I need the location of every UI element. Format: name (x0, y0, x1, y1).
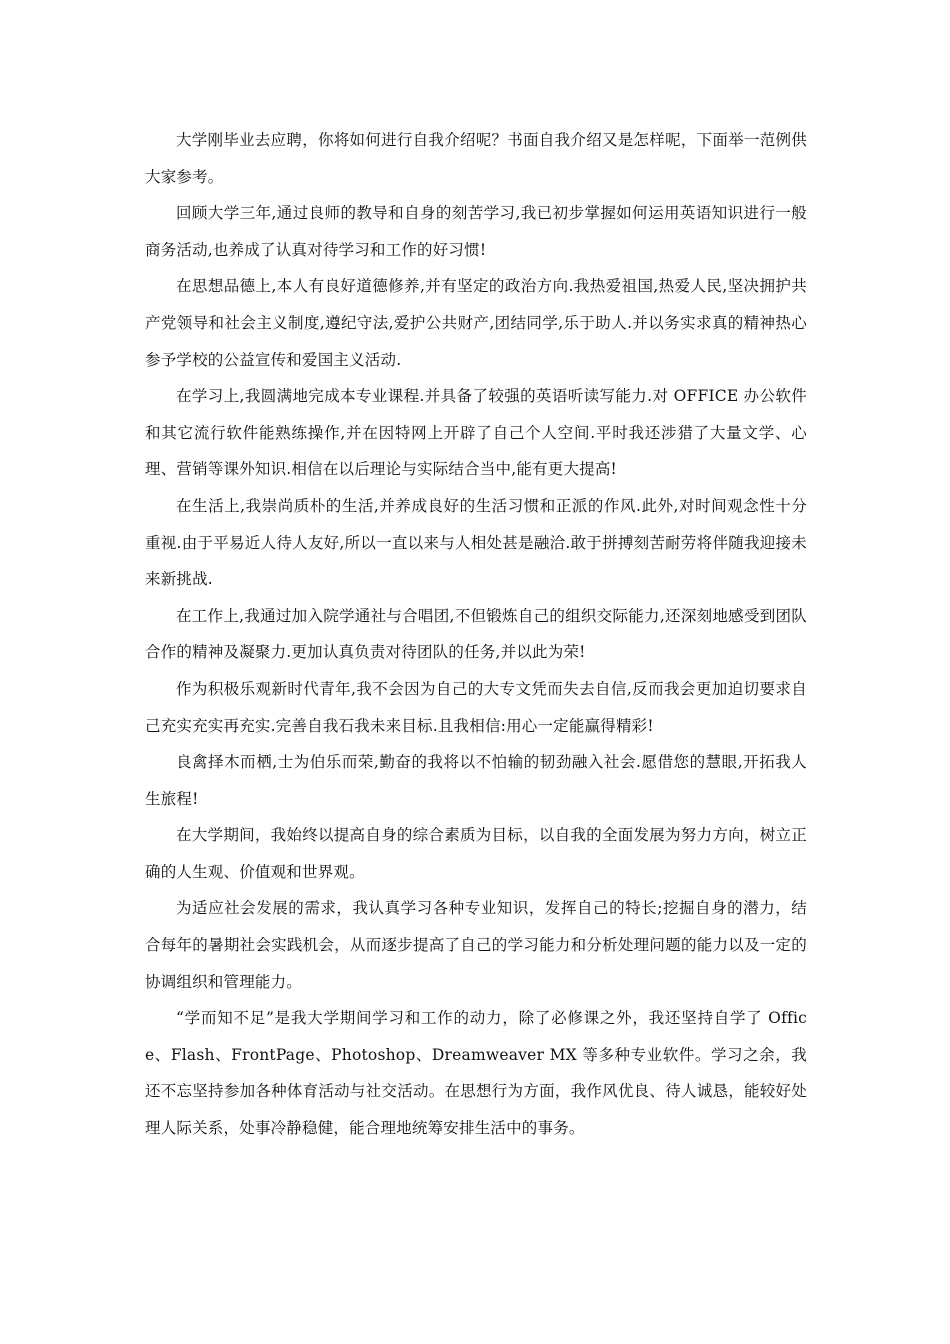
paragraph-morality: 在思想品德上,本人有良好道德修养,并有坚定的政治方向.我热爱祖国,热爱人民,坚决拥护共产党领导和社会主义制度,遵纪守法,爱护公共财产,团结同学,乐于助人.并以务实求真的精神热心参予学校的公益宣传和爱国主义活动. (145, 277, 807, 369)
paragraph-university-goal: 在大学期间，我始终以提高自身的综合素质为目标，以自我的全面发展为努力方向，树立正确的人生观、价值观和世界观。 (145, 826, 807, 881)
paragraph-aspiration: 良禽择木而栖,士为伯乐而荣,勤奋的我将以不怕输的韧劲融入社会.愿借您的慧眼,开拓我人生旅程! (145, 753, 807, 808)
paragraph-review: 回顾大学三年,通过良师的教导和自身的刻苦学习,我已初步掌握如何运用英语知识进行一般商务活动,也养成了认真对待学习和工作的好习惯! (145, 204, 807, 259)
paragraph-work: 在工作上,我通过加入院学通社与合唱团,不但锻炼自己的组织交际能力,还深刻地感受到团队合作的精神及凝聚力.更加认真负责对待团队的任务,并以此为荣! (145, 606, 807, 662)
paragraph-study: 在学习上,我圆满地完成本专业课程.并具备了较强的英语听读写能力.对 OFFICE 办公软件和其它流行软件能熟练操作,并在因特网上开辟了自己个人空间.平时我还涉猎了大量文学、心理、营销等课外知识.相信在以后理论与实际结合当中,能有更大提高! (145, 387, 807, 479)
paragraph-intro: 大学刚毕业去应聘，你将如何进行自我介绍呢？书面自我介绍又是怎样呢，下面举一范例供大家参考。 (145, 131, 807, 186)
paragraph-life: 在生活上,我崇尚质朴的生活,并养成良好的生活习惯和正派的作风.此外,对时间观念性十分重视.由于平易近人待人友好,所以一直以来与人相处甚是融洽.敢于拼搏刻苦耐劳将伴随我迎接未来新挑战. (145, 496, 807, 589)
document-body (145, 122, 807, 1147)
paragraph-skills: “学而知不足”是我大学期间学习和工作的动力，除了必修课之外，我还坚持自学了 Office、Flash、FrontPage、Photoshop、Dreamweaver MX 等多种专业软件。学习之余，我还不忘坚持参加各种体育活动与社交活动。在思想行为方面，我作风优良、待人诚恳，能较好处理人际关系，处事冷静稳健，能合理地统筹安排生活中的事务。 (145, 1009, 807, 1138)
paragraph-practice: 为适应社会发展的需求，我认真学习各种专业知识，发挥自己的特长;挖掘自身的潜力，结合每年的暑期社会实践机会，从而逐步提高了自己的学习能力和分析处理问题的能力以及一定的协调组织和管理能力。 (145, 899, 807, 991)
paragraph-attitude: 作为积极乐观新时代青年,我不会因为自己的大专文凭而失去自信,反而我会更加迫切要求自己充实充实再充实.完善自我石我未来目标.且我相信:用心一定能赢得精彩! (145, 679, 807, 735)
